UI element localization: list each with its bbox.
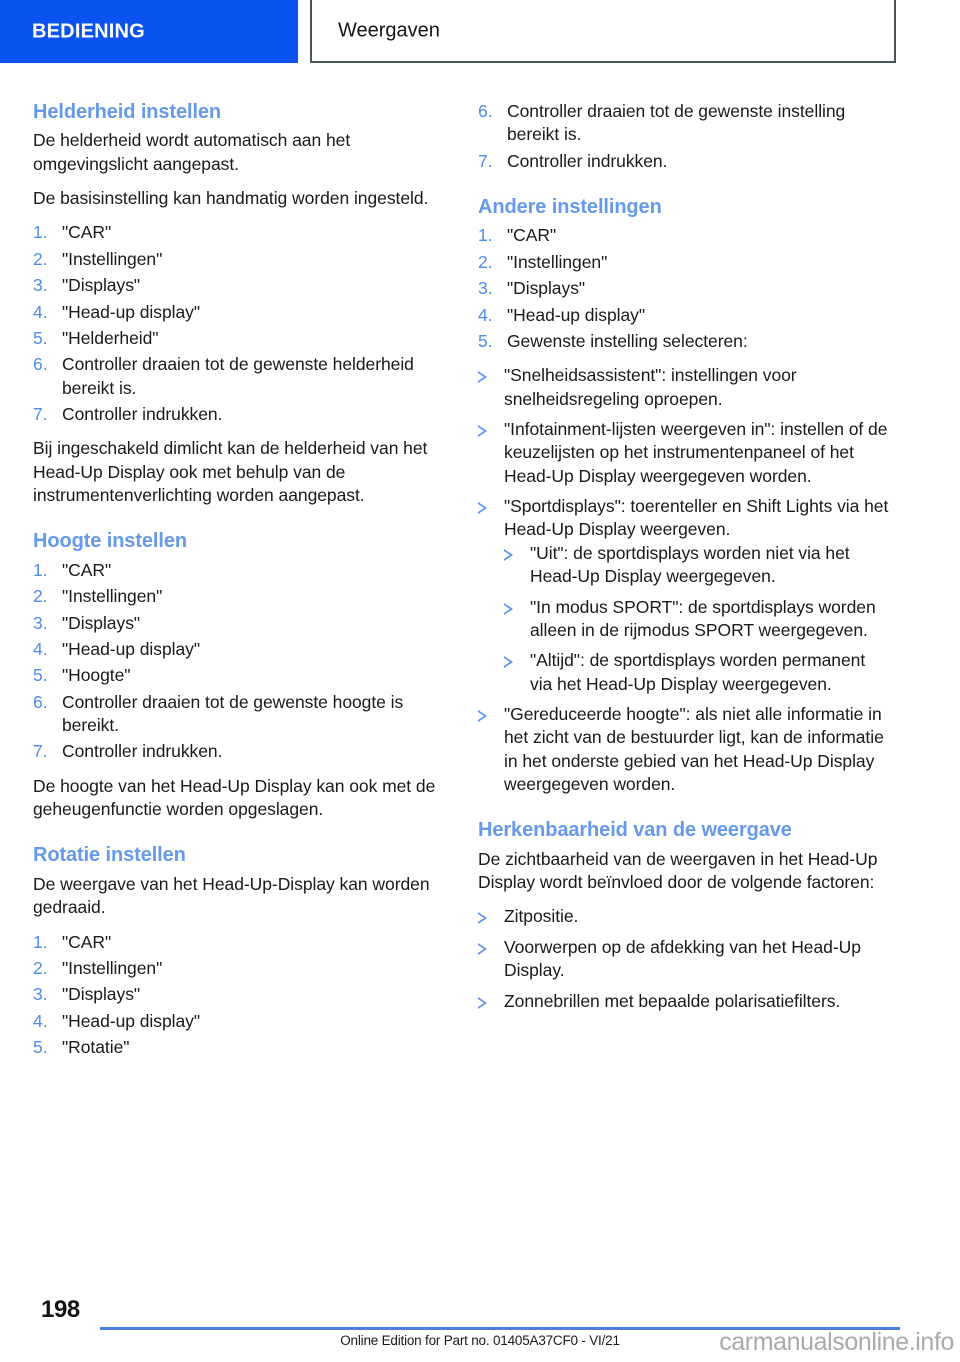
bullet-text: Voorwerpen op de afdekking van het Head-Up Display. (504, 936, 861, 981)
paragraph-rotatie: De weergave van het Head-Up-Display kan worden gedraaid. (33, 873, 430, 918)
step-item: "CAR" (62, 559, 112, 580)
triangle-bullet-icon (478, 710, 487, 722)
step-item: Controller draaien tot de gewenste hoogte is bereikt. (62, 691, 404, 735)
steps-helderheid (33, 221, 445, 426)
bullet-item (478, 936, 890, 983)
step-item: Controller draaien tot de gewenste helderheid bereikt is. (62, 354, 414, 398)
step-item: Controller indrukken. (507, 150, 668, 171)
step-item: Controller draaien tot de gewenste instelling bereikt is. (507, 101, 846, 145)
step-item: "Helderheid" (62, 327, 159, 348)
triangle-bullet-icon (478, 425, 487, 437)
paragraph-helderheid-auto: De helderheid wordt automatisch aan het omgevingslicht aangepast. (33, 130, 351, 174)
chapter-title: BEDIENING (32, 20, 145, 42)
edition-notice: Online Edition for Part no. 01405A37CF0 - VI/21 (340, 1333, 620, 1348)
step-item: "Instellingen" (62, 586, 163, 607)
heading-herkenbaarheid: Herkenbaarheid van de weergave (478, 819, 792, 842)
step-item: "Head-up display" (62, 638, 201, 659)
step-item: "CAR" (62, 222, 112, 243)
step-item: Controller indrukken. (62, 403, 223, 424)
page-number: 198 (41, 1296, 80, 1323)
step-item: "Displays" (507, 278, 586, 299)
step-item: "Displays" (62, 612, 141, 633)
step-item: "Instellingen" (507, 251, 608, 272)
bullet-text: "Snelheidsassistent": instellingen voor snelheidsregeling oproepen. (504, 365, 797, 409)
step-item: "Displays" (62, 984, 141, 1005)
triangle-bullet-icon (478, 371, 487, 383)
bullet-text: "Infotainment-lijsten weergeven in": instellen of de keuzelijsten op het instrumentenpaneel of het Head-Up Display weergegeven worden. (504, 418, 888, 486)
bullets-instelling-opties (478, 364, 890, 796)
triangle-bullet-icon (504, 656, 513, 668)
paragraph-zichtbaarheid: De zichtbaarheid van de weergaven in het Head-Up Display wordt beïnvloed door de volgende factoren: (478, 848, 878, 893)
triangle-bullet-icon (504, 549, 513, 561)
step-item: "CAR" (62, 931, 112, 952)
bullet-item (478, 495, 890, 696)
chapter-banner (0, 0, 298, 63)
bullet-text: "Uit": de sportdisplays worden niet via het Head-Up Display weergegeven. (530, 542, 850, 587)
triangle-bullet-icon (478, 502, 487, 514)
triangle-bullet-icon (478, 912, 487, 924)
paragraph-geheugenfunctie: De hoogte van het Head-Up Display kan ook met de geheugenfunctie worden opgeslagen. (33, 775, 436, 820)
step-item: "Displays" (62, 275, 141, 296)
bullet-text: Zonnebrillen met bepaalde polarisatiefilters. (504, 990, 841, 1011)
triangle-bullet-icon (478, 997, 487, 1009)
triangle-bullet-icon (478, 943, 487, 955)
bullets-factoren (478, 905, 890, 1012)
steps-hoogte (33, 559, 445, 764)
step-item: "Head-up display" (62, 301, 201, 322)
step-item: "CAR" (507, 225, 557, 246)
step-item: Controller indrukken. (62, 741, 223, 762)
section-banner (310, 0, 896, 63)
bullet-text: "Gereduceerde hoogte": als niet alle informatie in het zicht van de bestuurder ligt, kan de informatie in het onderste gebied van het Head-Up Display weergegeven worden. (504, 703, 884, 795)
right-column (478, 100, 890, 1020)
bullet-item (504, 596, 890, 643)
triangle-bullet-icon (504, 603, 513, 615)
steps-rotatie-continued (478, 100, 890, 173)
bullet-text: "In modus SPORT": de sportdisplays worden alleen in de rijmodus SPORT weergegeven. (530, 596, 876, 640)
heading-rotatie-instellen: Rotatie instellen (33, 844, 186, 867)
bullet-item (478, 990, 890, 1013)
step-item: "Head-up display" (507, 304, 646, 325)
step-item: "Head-up display" (62, 1010, 201, 1031)
bullet-item (478, 418, 890, 488)
site-watermark: carmanualsonline.info (719, 1328, 954, 1356)
paragraph-dimlicht: Bij ingeschakeld dimlicht kan de helderheid van het Head-Up Display ook met behulp van de instrumentenverlichting worden aangepast. (33, 438, 428, 506)
steps-andere-instellingen (478, 224, 890, 353)
heading-helderheid-instellen: Helderheid instellen (33, 101, 222, 123)
step-item: "Hoogte" (62, 665, 131, 686)
page-footer (0, 1282, 960, 1362)
bullet-item (504, 649, 890, 696)
step-item: "Instellingen" (62, 957, 163, 978)
bullets-sportdisplays-opties (504, 542, 890, 696)
bullet-item (504, 542, 890, 589)
bullet-item (478, 364, 890, 411)
bullet-item (478, 703, 890, 796)
bullet-text: "Sportdisplays": toerenteller en Shift Lights via het Head-Up Display weergeven. (504, 496, 889, 540)
bullet-item (478, 905, 890, 928)
heading-hoogte-instellen: Hoogte instellen (33, 530, 187, 553)
section-title: Weergaven (338, 19, 440, 41)
step-item: Gewenste instelling selecteren: (507, 330, 748, 351)
paragraph-basisinstelling: De basisinstelling kan handmatig worden ingesteld. (33, 188, 429, 209)
heading-andere-instellingen: Andere instellingen (478, 196, 662, 219)
steps-rotatie (33, 931, 445, 1060)
bullet-text: Zitpositie. (504, 906, 579, 927)
step-item: "Rotatie" (62, 1036, 130, 1057)
page-header (0, 0, 960, 66)
step-item: "Instellingen" (62, 248, 163, 269)
bullet-text: "Altijd": de sportdisplays worden permanent via het Head-Up Display weergegeven. (530, 650, 866, 694)
left-column (33, 100, 445, 1070)
